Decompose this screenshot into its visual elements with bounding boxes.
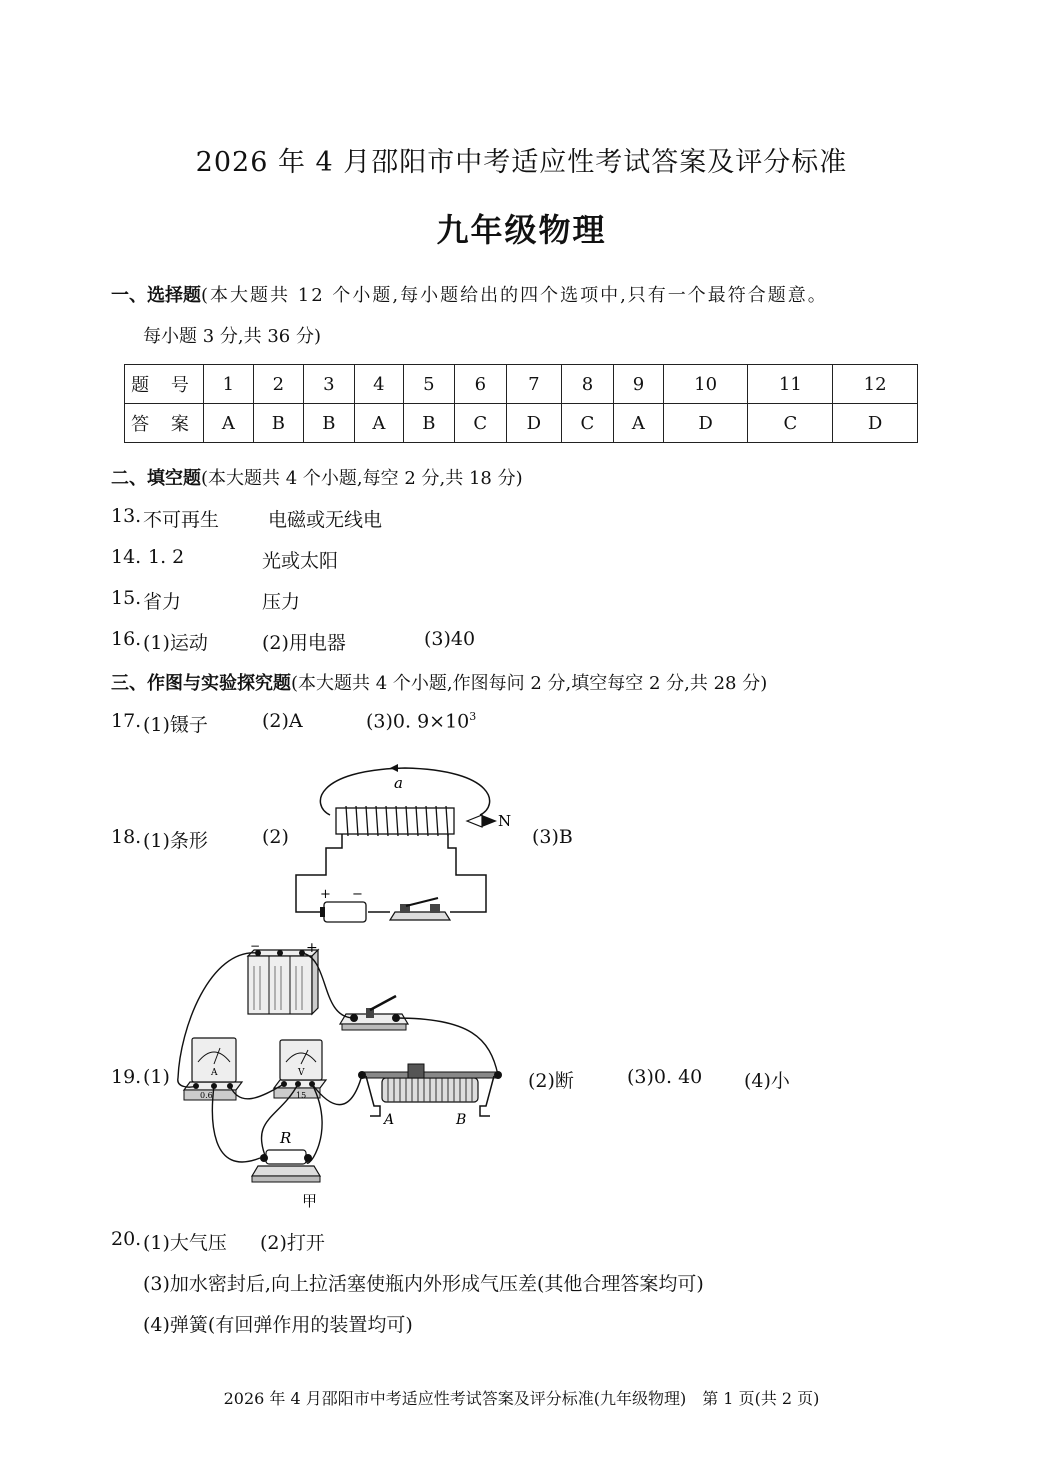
q20-answer4: (4)弹簧(有回弹作用的装置均可) bbox=[143, 1314, 413, 1336]
answer-table bbox=[124, 364, 918, 443]
table-cell: 2 bbox=[253, 365, 303, 404]
table-cell: D bbox=[833, 404, 918, 443]
q20-answer1: (1)大气压 bbox=[143, 1232, 227, 1254]
field-arrow-icon bbox=[390, 764, 398, 772]
table-cell: D bbox=[663, 404, 748, 443]
table-cell: D bbox=[507, 404, 562, 443]
q14-num: 14. bbox=[111, 546, 142, 568]
resistor-label: R bbox=[280, 1129, 292, 1147]
section1-desc1: (本大题共 12 个小题,每小题给出的四个选项中,只有一个最符合题意。 bbox=[201, 285, 828, 306]
section3-header bbox=[111, 669, 767, 695]
table-cell: B bbox=[304, 404, 354, 443]
label-a: a bbox=[394, 774, 403, 792]
page-title: 2026 年 4 月邵阳市中考适应性考试答案及评分标准 bbox=[195, 147, 848, 178]
q13-answer1: 不可再生 bbox=[143, 509, 220, 531]
page-footer: 2026 年 4 月邵阳市中考适应性考试答案及评分标准(九年级物理) 第 1 页(共 2 页) bbox=[223, 1389, 820, 1408]
table-cell: 12 bbox=[833, 365, 918, 404]
table-cell: C bbox=[748, 404, 833, 443]
rheostat-label-b: B bbox=[456, 1112, 467, 1128]
compass-needle-south bbox=[467, 815, 482, 827]
table-cell: C bbox=[561, 404, 613, 443]
table-row-answers bbox=[125, 404, 918, 443]
q18-answer1: (1)条形 bbox=[143, 830, 208, 852]
q18-answer2: (2) bbox=[262, 826, 289, 848]
q17-answer3 bbox=[366, 710, 476, 732]
switch-base-icon bbox=[390, 912, 450, 920]
q16-answer2: (2)用电器 bbox=[262, 632, 346, 654]
section3-desc: (本大题共 4 个小题,作图每问 2 分,填空每空 2 分,共 28 分) bbox=[291, 673, 768, 694]
wire-right bbox=[448, 834, 486, 912]
section1-heading: 一、选择题 bbox=[111, 285, 201, 306]
section2-desc: (本大题共 4 个小题,每空 2 分,共 18 分) bbox=[201, 468, 523, 489]
q13-num: 13. bbox=[111, 505, 142, 527]
section3-heading: 三、作图与实验探究题 bbox=[111, 673, 291, 694]
table-cell: 8 bbox=[561, 365, 613, 404]
table-cell: C bbox=[454, 404, 506, 443]
q17-answer3-base: (3)0. 9×10 bbox=[366, 710, 470, 733]
resistor-icon bbox=[252, 1150, 320, 1182]
figure-caption: 甲 bbox=[302, 1192, 318, 1210]
wire-left bbox=[296, 834, 342, 912]
table-cell: 3 bbox=[304, 365, 354, 404]
subject-title: 九年级物理 bbox=[436, 211, 607, 249]
battery-plus: + bbox=[306, 940, 318, 956]
battery-plus: + bbox=[320, 887, 331, 902]
battery-minus: − bbox=[250, 939, 261, 953]
table-cell: B bbox=[404, 404, 454, 443]
switch-icon bbox=[340, 996, 408, 1030]
q19-experiment-circuit-figure bbox=[170, 938, 510, 1210]
battery-icon bbox=[324, 902, 366, 922]
q20-answer2: (2)打开 bbox=[260, 1232, 325, 1254]
battery-terminal bbox=[320, 907, 325, 917]
q13-answer2: 电磁或无线电 bbox=[268, 509, 383, 531]
table-cell: B bbox=[253, 404, 303, 443]
q15-num: 15. bbox=[111, 587, 142, 609]
table-cell: 6 bbox=[454, 365, 506, 404]
table-cell: 4 bbox=[354, 365, 404, 404]
table-cell: A bbox=[204, 404, 254, 443]
table-cell: 1 bbox=[204, 365, 254, 404]
battery-minus: − bbox=[352, 887, 363, 902]
q17-answer3-exp: 3 bbox=[469, 710, 477, 723]
table-cell: A bbox=[614, 404, 664, 443]
q19-answer3: (3)0. 40 bbox=[627, 1066, 703, 1088]
q19-answer1: (1) bbox=[143, 1066, 170, 1088]
q16-answer1: (1)运动 bbox=[143, 632, 208, 654]
q20-num: 20. bbox=[111, 1228, 142, 1250]
table-cell: 5 bbox=[404, 365, 454, 404]
q15-answer2: 压力 bbox=[262, 591, 301, 613]
q17-num: 17. bbox=[111, 710, 142, 732]
rheostat-icon bbox=[358, 1064, 502, 1116]
q19-answer2: (2)断 bbox=[528, 1070, 574, 1092]
section1-desc2: 每小题 3 分,共 36 分) bbox=[143, 326, 321, 347]
section2-header bbox=[111, 464, 523, 490]
ammeter-label: A bbox=[211, 1068, 218, 1078]
compass-needle-north bbox=[482, 815, 497, 827]
q18-solenoid-circuit-figure bbox=[290, 760, 520, 925]
voltmeter-label: V bbox=[298, 1068, 305, 1078]
table-cell: 10 bbox=[663, 365, 748, 404]
q14-answer2: 光或太阳 bbox=[262, 550, 339, 572]
switch-post bbox=[430, 904, 440, 913]
q15-answer1: 省力 bbox=[143, 591, 182, 613]
table-head-answer: 答 案 bbox=[125, 404, 204, 443]
table-cell: 11 bbox=[748, 365, 833, 404]
q19-num: 19. bbox=[111, 1066, 142, 1088]
q14-answer1: 1. 2 bbox=[148, 546, 185, 568]
q16-num: 16. bbox=[111, 628, 142, 650]
section1-header bbox=[111, 281, 828, 307]
q20-answer3: (3)加水密封后,向上拉活塞使瓶内外形成气压差(其他合理答案均可) bbox=[143, 1273, 704, 1295]
table-head-number: 题 号 bbox=[125, 365, 204, 404]
q18-num: 18. bbox=[111, 826, 142, 848]
q16-answer3: (3)40 bbox=[424, 628, 476, 650]
label-n: N bbox=[498, 812, 512, 830]
q18-answer3: (3)B bbox=[532, 826, 573, 848]
ammeter-range: 0.6 bbox=[200, 1091, 213, 1100]
rheostat-label-a: A bbox=[384, 1112, 395, 1128]
voltmeter-range: 15 bbox=[296, 1091, 307, 1100]
table-cell: 9 bbox=[614, 365, 664, 404]
section2-heading: 二、填空题 bbox=[111, 468, 201, 489]
battery-pack-icon bbox=[248, 950, 318, 1014]
q17-answer1: (1)镊子 bbox=[143, 714, 208, 736]
q19-answer4: (4)小 bbox=[744, 1070, 790, 1092]
q17-answer2: (2)A bbox=[262, 710, 303, 732]
table-row-numbers bbox=[125, 365, 918, 404]
table-cell: A bbox=[354, 404, 404, 443]
table-cell: 7 bbox=[507, 365, 562, 404]
